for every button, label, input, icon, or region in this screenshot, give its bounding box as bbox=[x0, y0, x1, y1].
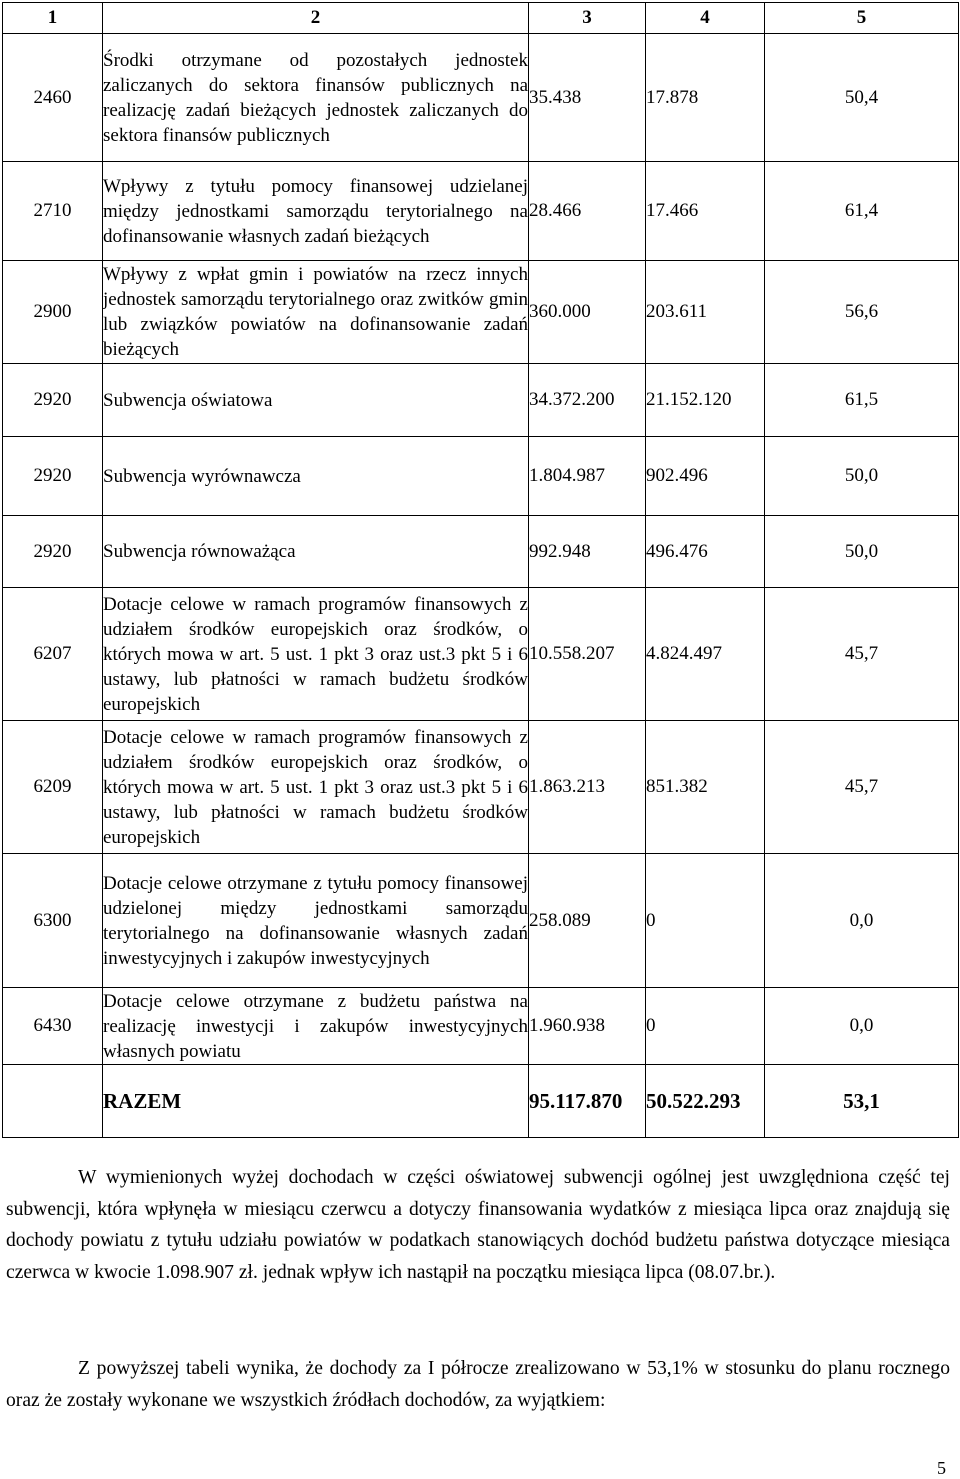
row-percent: 0,0 bbox=[765, 988, 959, 1065]
row-plan: 28.466 bbox=[529, 162, 646, 261]
total-label: RAZEM bbox=[103, 1065, 529, 1138]
row-plan: 1.804.987 bbox=[529, 437, 646, 516]
total-code-empty bbox=[3, 1065, 103, 1138]
row-executed: 0 bbox=[646, 854, 765, 988]
row-code: 2920 bbox=[3, 516, 103, 588]
row-executed: 203.611 bbox=[646, 261, 765, 364]
row-description: Dotacje celowe otrzymane z budżetu państwa na realizację inwestycji i zakupów inwestycyjnych własnych powiatu bbox=[103, 988, 529, 1065]
row-description: Subwencja wyrównawcza bbox=[103, 437, 529, 516]
paragraph-subsidy-note: W wymienionych wyżej dochodach w części oświatowej subwencji ogólnej jest uwzględniona część tej subwencji, która wpłynęła w miesiącu czerwcu a dotyczy finansowania wydatków z miesiąca lipca oraz znajdują się dochody powiatu z tytułu udziału powiatów w podatkach stanowiących dochód budżetu państwa dotyczące miesiąca czerwca w kwocie 1.098.907 zł. jednak wpływ ich nastąpił na początku miesiąca lipca (08.07.br.). bbox=[6, 1167, 950, 1283]
row-executed: 17.878 bbox=[646, 34, 765, 162]
row-executed: 4.824.497 bbox=[646, 588, 765, 721]
row-code: 2460 bbox=[3, 34, 103, 162]
table-row bbox=[3, 588, 959, 721]
row-plan: 1.960.938 bbox=[529, 988, 646, 1065]
table-row bbox=[3, 988, 959, 1065]
row-percent: 61,5 bbox=[765, 364, 959, 437]
table-row bbox=[3, 261, 959, 364]
table-row bbox=[3, 516, 959, 588]
row-percent: 56,6 bbox=[765, 261, 959, 364]
row-plan: 35.438 bbox=[529, 34, 646, 162]
row-plan: 10.558.207 bbox=[529, 588, 646, 721]
row-code: 6430 bbox=[3, 988, 103, 1065]
paragraph-summary: Z powyższej tabeli wynika, że dochody za I półrocze zrealizowano w 53,1% w stosunku do planu rocznego oraz że zostały wykonane we wszystkich źródłach dochodów, za wyjątkiem: bbox=[6, 1358, 950, 1411]
table-row bbox=[3, 721, 959, 854]
row-code: 2920 bbox=[3, 364, 103, 437]
row-plan: 360.000 bbox=[529, 261, 646, 364]
total-row bbox=[3, 1065, 959, 1138]
row-percent: 0,0 bbox=[765, 854, 959, 988]
row-plan: 1.863.213 bbox=[529, 721, 646, 854]
row-plan: 258.089 bbox=[529, 854, 646, 988]
row-description: Wpływy z tytułu pomocy finansowej udzielanej między jednostkami samorządu terytorialnego na dofinansowanie własnych zadań bieżących bbox=[103, 162, 529, 261]
table-row bbox=[3, 34, 959, 162]
table-row bbox=[3, 364, 959, 437]
header-col-4: 4 bbox=[646, 3, 765, 34]
total-executed: 50.522.293 bbox=[646, 1065, 765, 1138]
row-executed: 17.466 bbox=[646, 162, 765, 261]
row-executed: 902.496 bbox=[646, 437, 765, 516]
header-col-1: 1 bbox=[3, 3, 103, 34]
row-percent: 45,7 bbox=[765, 721, 959, 854]
row-description: Subwencja oświatowa bbox=[103, 364, 529, 437]
row-code: 2920 bbox=[3, 437, 103, 516]
table-row bbox=[3, 162, 959, 261]
row-code: 6300 bbox=[3, 854, 103, 988]
total-plan: 95.117.870 bbox=[529, 1065, 646, 1138]
table-row bbox=[3, 437, 959, 516]
row-percent: 61,4 bbox=[765, 162, 959, 261]
header-row bbox=[3, 3, 959, 34]
row-percent: 50,4 bbox=[765, 34, 959, 162]
table-row bbox=[3, 854, 959, 988]
row-description: Wpływy z wpłat gmin i powiatów na rzecz innych jednostek samorządu terytorialnego oraz zwitków gmin lub związków powiatów na dofinansowanie zadań bieżących bbox=[103, 261, 529, 364]
row-code: 6209 bbox=[3, 721, 103, 854]
page-number: 5 bbox=[937, 1458, 946, 1478]
row-code: 6207 bbox=[3, 588, 103, 721]
row-percent: 50,0 bbox=[765, 516, 959, 588]
row-executed: 21.152.120 bbox=[646, 364, 765, 437]
header-col-5: 5 bbox=[765, 3, 959, 34]
row-code: 2900 bbox=[3, 261, 103, 364]
row-plan: 34.372.200 bbox=[529, 364, 646, 437]
row-description: Dotacje celowe w ramach programów finansowych z udziałem środków europejskich oraz środków, o których mowa w art. 5 ust. 1 pkt 3 oraz ust.3 pkt 5 i 6 ustawy, lub płatności w ramach budżetu środków europejskich bbox=[103, 721, 529, 854]
row-percent: 50,0 bbox=[765, 437, 959, 516]
header-col-2: 2 bbox=[103, 3, 529, 34]
total-percent: 53,1 bbox=[765, 1065, 959, 1138]
row-percent: 45,7 bbox=[765, 588, 959, 721]
row-description: Środki otrzymane od pozostałych jednostek zaliczanych do sektora finansów publicznych na realizację zadań bieżących jednostek zaliczanych do sektora finansów publicznych bbox=[103, 34, 529, 162]
budget-table bbox=[2, 2, 959, 1138]
row-code: 2710 bbox=[3, 162, 103, 261]
row-description: Dotacje celowe w ramach programów finansowych z udziałem środków europejskich oraz środków, o których mowa w art. 5 ust. 1 pkt 3 oraz ust.3 pkt 5 i 6 ustawy, lub płatności w ramach budżetu środków europejskich bbox=[103, 588, 529, 721]
row-description: Dotacje celowe otrzymane z tytułu pomocy finansowej udzielonej między jednostkami samorządu terytorialnego na dofinansowanie własnych zadań inwestycyjnych i zakupów inwestycyjnych bbox=[103, 854, 529, 988]
header-col-3: 3 bbox=[529, 3, 646, 34]
row-plan: 992.948 bbox=[529, 516, 646, 588]
row-executed: 851.382 bbox=[646, 721, 765, 854]
row-description: Subwencja równoważąca bbox=[103, 516, 529, 588]
row-executed: 496.476 bbox=[646, 516, 765, 588]
row-executed: 0 bbox=[646, 988, 765, 1065]
